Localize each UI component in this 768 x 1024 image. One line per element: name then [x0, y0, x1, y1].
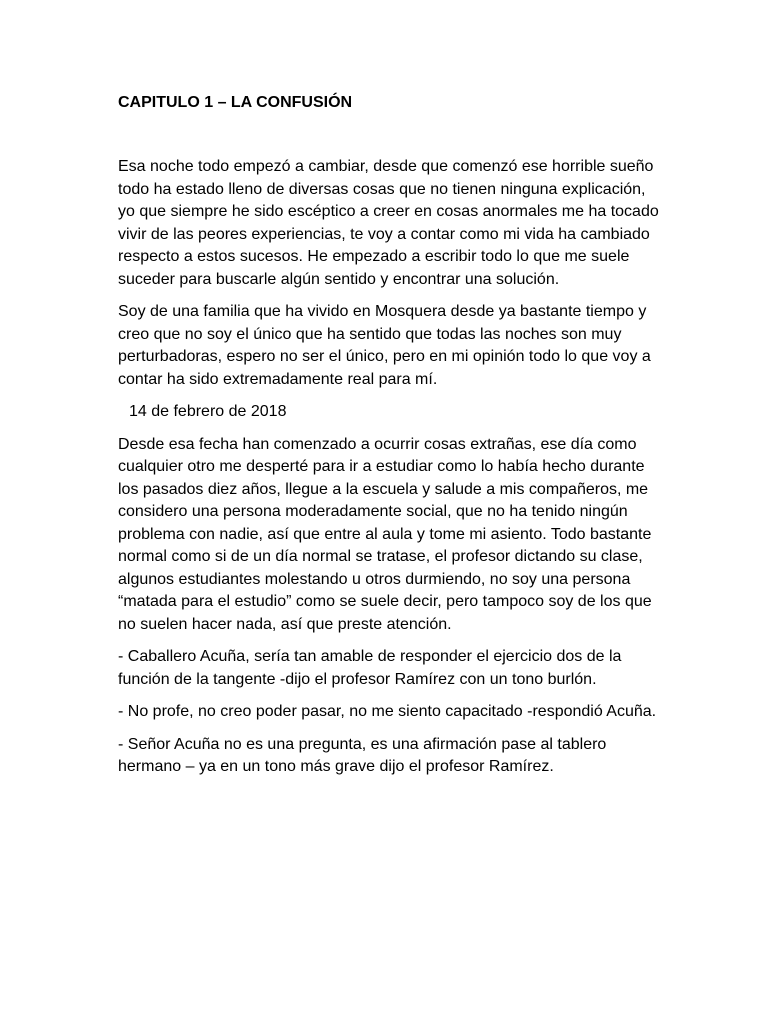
document-body: [118, 92, 666, 789]
chapter-title: CAPITULO 1 – LA CONFUSIÓN: [118, 94, 353, 111]
dialogue-line-professor-reply: - Señor Acuña no es una pregunta, es una afirmación pase al tablero hermano – ya en un tono más grave dijo el profesor Ramírez.: [118, 735, 607, 775]
dialogue-line-professor: - Caballero Acuña, sería tan amable de responder el ejercicio dos de la función de la tangente -dijo el profesor Ramírez con un tono burlón.: [118, 648, 622, 688]
paragraph-family: Soy de una familia que ha vivido en Mosquera desde ya bastante tiempo y creo que no soy el único que ha sentido que todas las noches son muy perturbadoras, espero no ser el único, pero en mi opinión todo lo que voy a contar ha sido extremadamente real para mí.: [118, 303, 651, 388]
paragraph-intro: Esa noche todo empezó a cambiar, desde que comenzó ese horrible sueño todo ha estado lleno de diversas cosas que no tienen ninguna explicación, yo que siempre he sido escéptico a creer en cosas anormales me ha tocado vivir de las peores experiencias, te voy a contar como mi vida ha cambiado respecto a estos sucesos. He empezado a escribir todo lo que me suele suceder para buscarle algún sentido y encontrar una solución.: [118, 158, 659, 288]
date-heading: 14 de febrero de 2018: [129, 403, 287, 420]
dialogue-line-acuna: - No profe, no creo poder pasar, no me siento capacitado -respondió Acuña.: [118, 703, 657, 720]
paragraph-school-day: Desde esa fecha han comenzado a ocurrir cosas extrañas, ese día como cualquier otro me desperté para ir a estudiar como lo había hecho durante los pasados diez años, llegue a la escuela y salude a mis compañeros, me considero una persona moderadamente social, que no ha tenido ningún problema con nadie, así que entre al aula y tome mi asiento. Todo bastante normal como si de un día normal se tratase, el profesor dictando su clase, algunos estudiantes molestando u otros durmiendo, no soy una persona “matada para el estudio” como se suele decir, pero tampoco soy de los que no suelen hacer nada, así que preste atención.: [118, 435, 652, 633]
